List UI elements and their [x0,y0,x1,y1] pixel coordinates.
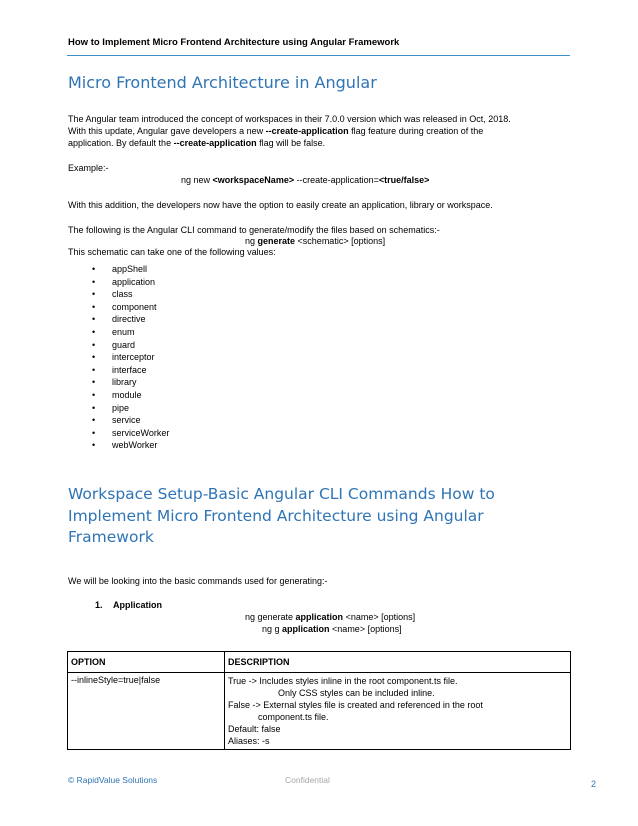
generate-command: ng generate <schematic> [options] [245,236,386,246]
generate-application-alias-command: ng g application <name> [options] [262,624,402,634]
numbered-item-application: 1. Application [95,600,162,610]
example-label: Example:- [68,163,109,173]
list-item: • interceptor [92,351,169,364]
list-item: • directive [92,313,169,326]
intro-line-3: application. By default the --create-application flag will be false. [68,138,326,148]
list-item: • enum [92,326,169,339]
column-header-description: DESCRIPTION [225,652,571,673]
column-header-option: OPTION [68,652,225,673]
list-item: • appShell [92,263,169,276]
table-row [68,673,571,750]
page-number: 2 [591,779,597,789]
list-item: • interface [92,364,169,377]
generate-application-command: ng generate application <name> [options] [245,612,416,622]
section-heading-micro-frontend: Micro Frontend Architecture in Angular [68,73,377,92]
document-header-title: How to Implement Micro Frontend Architecture using Angular Framework [68,37,400,48]
list-item: • service [92,414,169,427]
table-header-row [68,652,571,673]
intro-line-1: The Angular team introduced the concept of workspaces in their 7.0.0 version which was released in Oct, 2018. [68,114,511,124]
schematic-values-intro: This schematic can take one of the following values: [68,247,276,257]
list-item: • webWorker [92,439,169,452]
section-heading-workspace-setup: Workspace Setup-Basic Angular CLI Commands How to Implement Micro Frontend Architecture using Angular Framework [68,485,495,546]
list-item: • class [92,288,169,301]
list-item: • library [92,376,169,389]
list-item: • component [92,301,169,314]
option-cell: --inlineStyle=true|false [68,673,225,750]
list-item: • guard [92,339,169,352]
options-table [67,651,571,750]
description-cell: True -> Includes styles inline in the root component.ts file. Only CSS styles can be included inline. False -> External styles file is created and referenced in the root component.ts file. Default: false Aliases: -s [225,673,571,750]
schematics-intro: The following is the Angular CLI command to generate/modify the files based on schematics:- [68,225,440,235]
with-addition-text: With this addition, the developers now have the option to easily create an application, library or workspace. [68,200,493,210]
schematic-values-list [92,263,169,452]
footer-confidential: Confidential [285,775,330,785]
example-command: ng new <workspaceName> --create-application=<true/false> [181,175,430,185]
intro-paragraph [68,113,548,149]
list-item: • application [92,276,169,289]
intro-line-2: With this update, Angular gave developers a new --create-application flag feature during creation of the [68,126,484,136]
list-item: • module [92,389,169,402]
list-item: • serviceWorker [92,427,169,440]
header-divider [67,55,570,56]
list-item: • pipe [92,402,169,415]
footer-company: © RapidValue Solutions [68,775,158,785]
section2-intro: We will be looking into the basic commands used for generating:- [68,576,328,586]
